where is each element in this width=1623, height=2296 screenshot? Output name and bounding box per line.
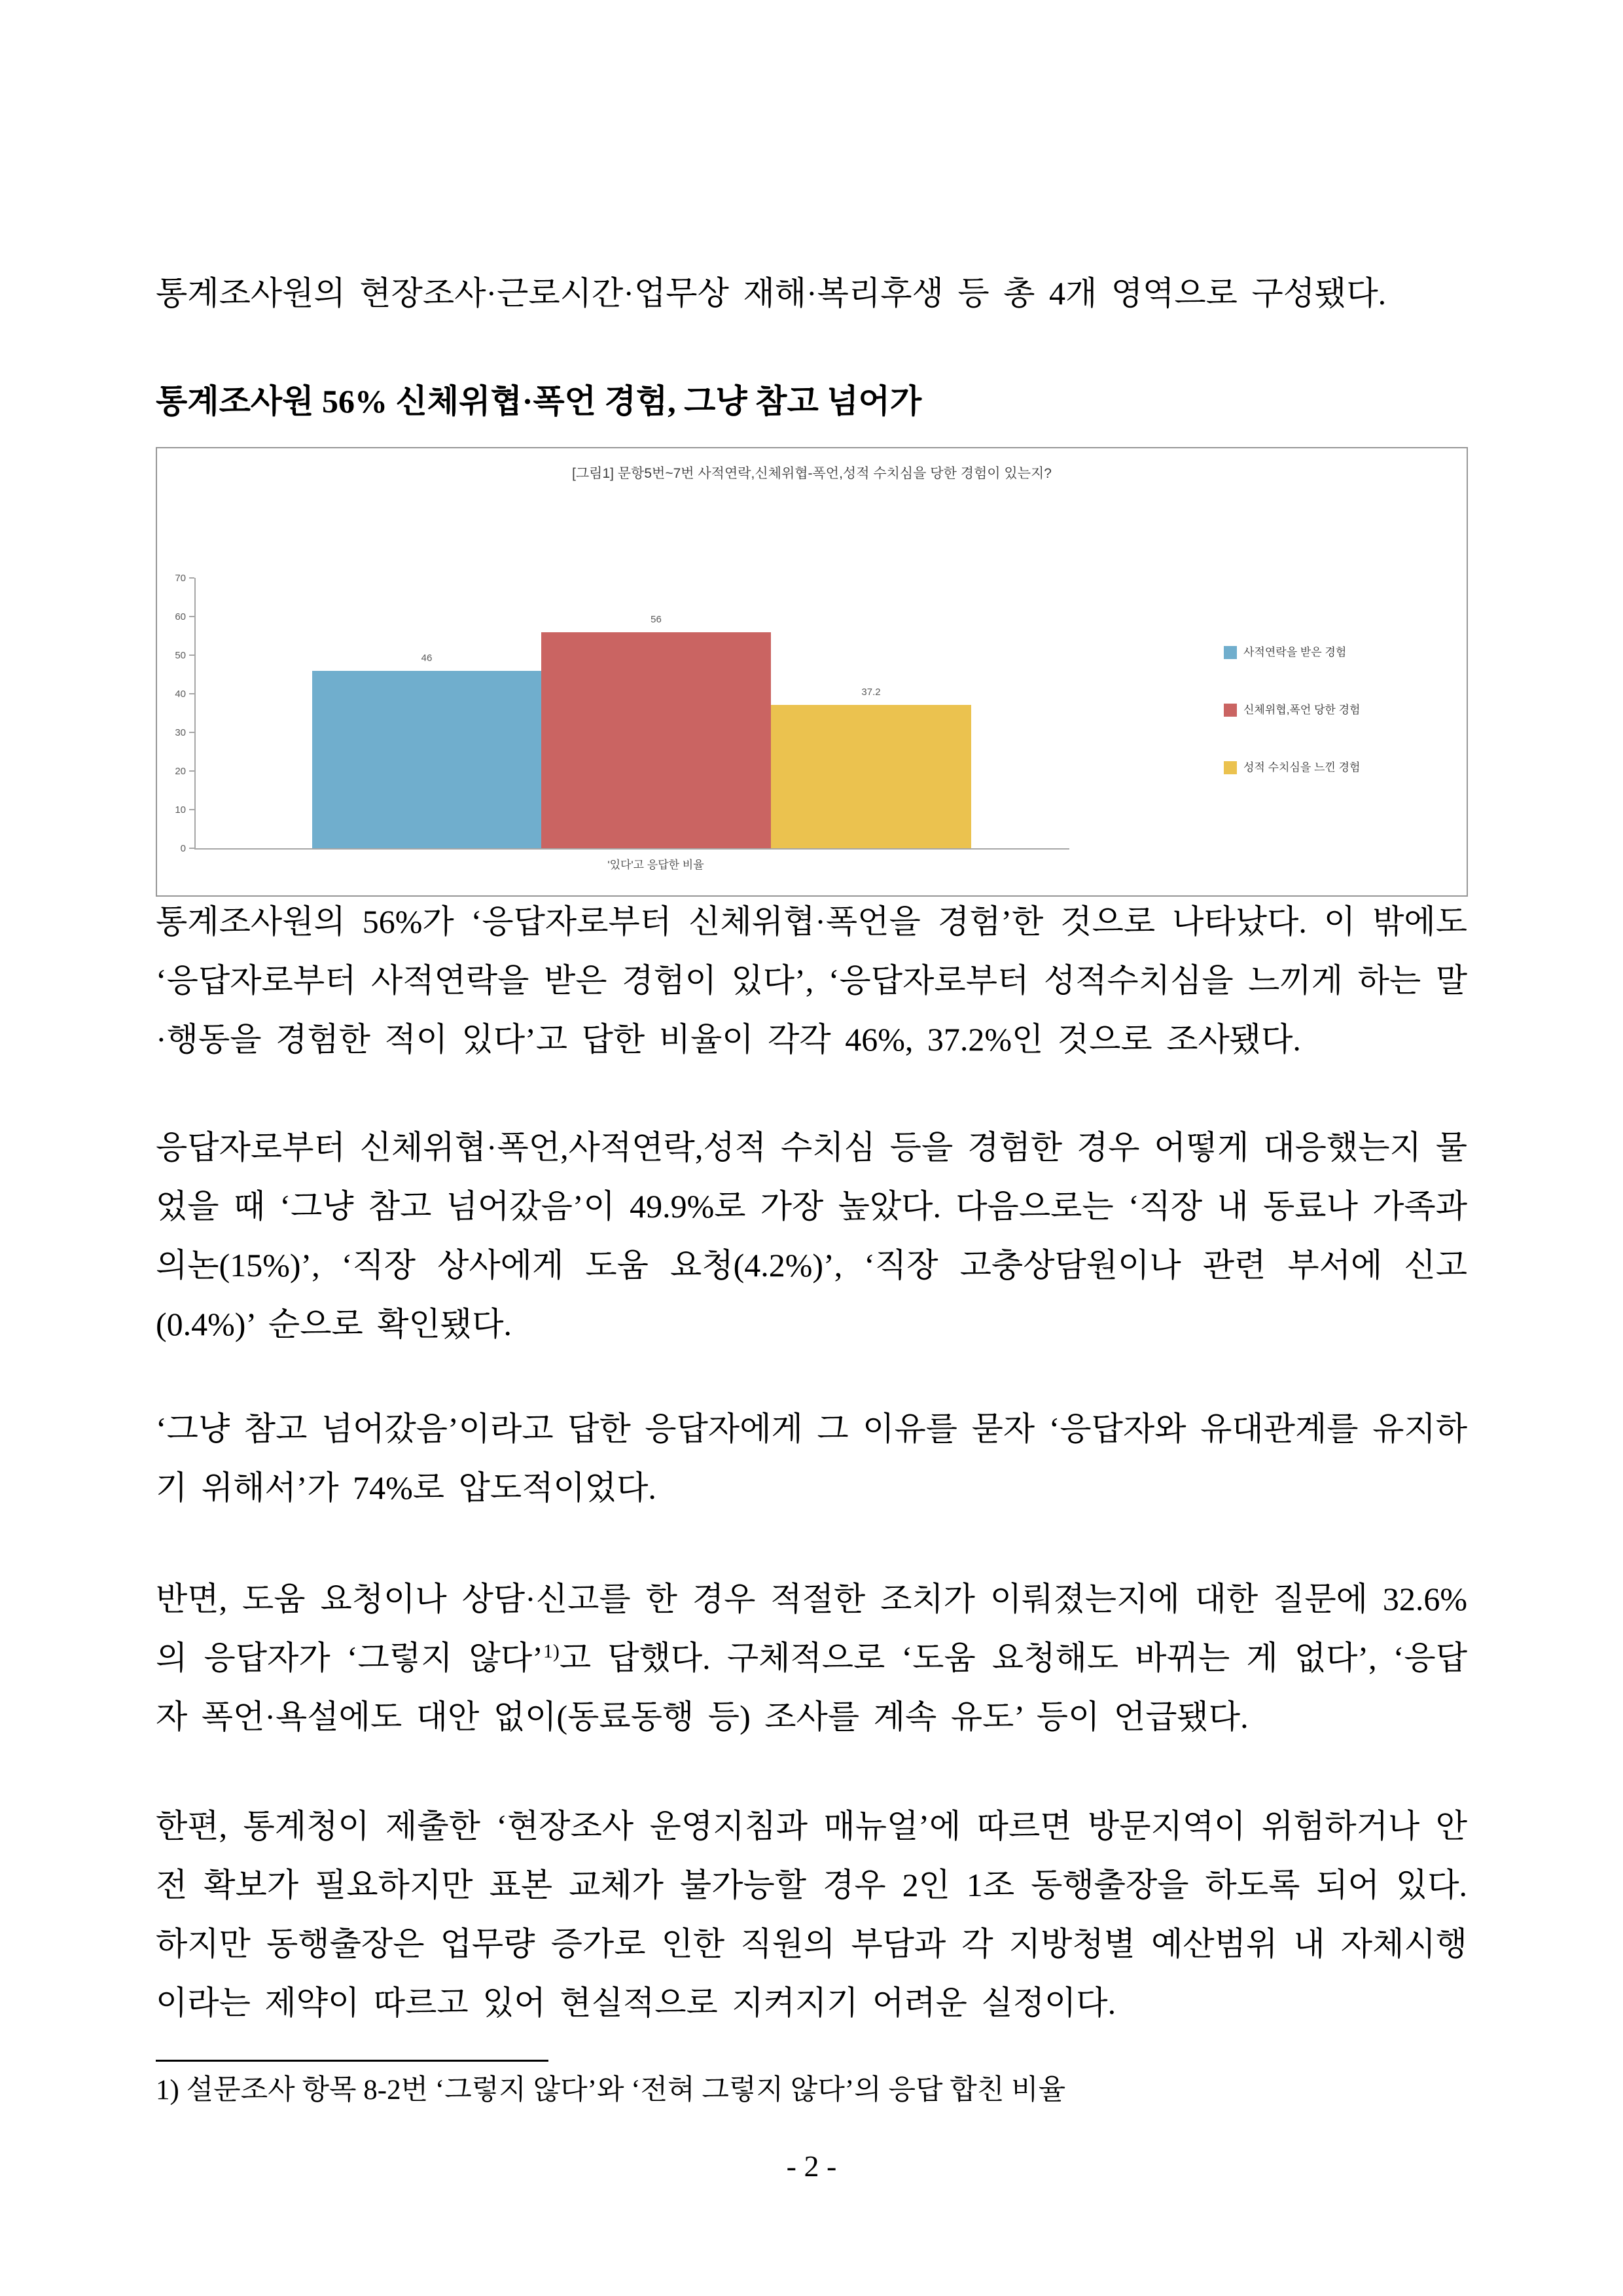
paragraph-experience: 통계조사원의 56%가 ‘응답자로부터 신체위협·폭언을 경험’한 것으로 나타났다. 이 밖에도 ‘응답자로부터 사적연락을 받은 경험이 있다’, ‘응답자로부터 성적수치심을 느끼게 하는 말·행동을 경험한 적이 있다’고 답한 비율이 각각 46%, 37.2%인 것으로 조사됐다. — [156, 903, 1467, 1058]
footnote-reference: 1) — [543, 1640, 560, 1662]
y-axis-tick-label: 30 — [175, 727, 186, 738]
chart-bar — [541, 632, 771, 848]
y-axis-tick — [189, 616, 194, 617]
y-axis-tick-label: 20 — [175, 766, 186, 777]
y-axis-tick-label: 60 — [175, 611, 186, 622]
y-axis-tick — [189, 732, 194, 733]
chart-x-axis — [194, 848, 1069, 850]
page-number: - 2 - — [786, 2149, 837, 2183]
section-heading: 통계조사원 56% 신체위협·폭언 경험, 그냥 참고 넘어가 — [156, 383, 922, 420]
y-axis-tick — [189, 809, 194, 810]
y-axis-tick-label: 50 — [175, 650, 186, 661]
bar-value-label: 46 — [421, 652, 433, 664]
chart-title: [그림1] 문항5번~7번 사적연락,신체위협-폭언,성적 수치심을 당한 경험이 있는지? — [572, 466, 1052, 481]
y-axis-tick — [189, 770, 194, 772]
footnote-divider — [156, 2060, 548, 2062]
chart-bar — [312, 671, 541, 848]
y-axis-tick-label: 10 — [175, 804, 186, 816]
y-axis-tick — [189, 577, 194, 579]
y-axis-tick-label: 0 — [180, 843, 186, 854]
legend-label: 사적연락을 받은 경험 — [1243, 646, 1347, 658]
y-axis-tick-label: 40 — [175, 689, 186, 700]
legend-swatch — [1224, 646, 1237, 659]
paragraph-guideline: 한편, 통계청이 제출한 ‘현장조사 운영지침과 매뉴얼’에 따르면 방문지역이 위험하거나 안전 확보가 필요하지만 표본 교체가 불가능할 경우 2인 1조 동행출장을 하도록 되어 있다. 하지만 동행출장은 업무량 증가로 인한 직원의 부담과 각 지방청별 예산범위 내 자체시행이라는 제약이 따르고 있어 현실적으로 지켜지기 어려운 실정이다. — [156, 1808, 1467, 2021]
chart-bar — [771, 705, 971, 848]
paragraph-measure — [156, 1570, 1467, 1746]
bar-value-label: 37.2 — [861, 686, 881, 698]
paragraph-reason: ‘그냥 참고 넘어갔음’이라고 답한 응답자에게 그 이유를 묻자 ‘응답자와 유대관계를 유지하기 위해서’가 74%로 압도적이었다. — [156, 1410, 1467, 1506]
bar-chart-figure — [156, 447, 1468, 897]
paragraph-response: 응답자로부터 신체위협·폭언,사적연락,성적 수치심 등을 경험한 경우 어떻게 대응했는지 물었을 때 ‘그냥 참고 넘어갔음’이 49.9%로 가장 높았다. 다음으로는 ‘직장 내 동료나 가족과 의논(15%)’, ‘직장 상사에게 도움 요청(4.2%)’, ‘직장 고충상담원이나 관련 부서에 신고(0.4%)’ 순으로 확인됐다. — [156, 1129, 1467, 1342]
paragraph-measure-text-a: 반면, 도움 요청이나 상담·신고를 한 경우 적절한 조치가 이뤄졌는지에 대한 질문에 32.6%의 응답자가 ‘그렇지 않다’ — [156, 1581, 1467, 1676]
y-axis-tick-label: 70 — [175, 573, 186, 584]
legend-swatch — [1224, 761, 1237, 774]
y-axis-tick — [189, 693, 194, 694]
legend-swatch — [1224, 704, 1237, 717]
legend-label: 신체위협,폭언 당한 경험 — [1243, 704, 1361, 716]
intro-paragraph: 통계조사원의 현장조사·근로시간·업무상 재해·복리후생 등 총 4개 영역으로 구성됐다. — [156, 275, 1387, 312]
bar-value-label: 56 — [651, 613, 662, 625]
chart-y-axis — [194, 578, 196, 850]
chart-x-category-label: '있다'고 응답한 비율 — [607, 859, 704, 871]
legend-label: 성적 수치심을 느낀 경험 — [1243, 761, 1361, 774]
y-axis-tick — [189, 848, 194, 849]
paragraph-measure-text-b: 고 답했다. 구체적으로 ‘도움 요청해도 바뀌는 게 없다’, ‘응답자 폭언·욕설에도 대안 없이(동료동행 등) 조사를 계속 유도’ 등이 언급됐다. — [156, 1640, 1467, 1735]
footnote-text: 1) 설문조사 항목 8-2번 ‘그렇지 않다’와 ‘전혀 그렇지 않다’의 응답 합친 비율 — [156, 2075, 1066, 2106]
y-axis-tick — [189, 655, 194, 656]
